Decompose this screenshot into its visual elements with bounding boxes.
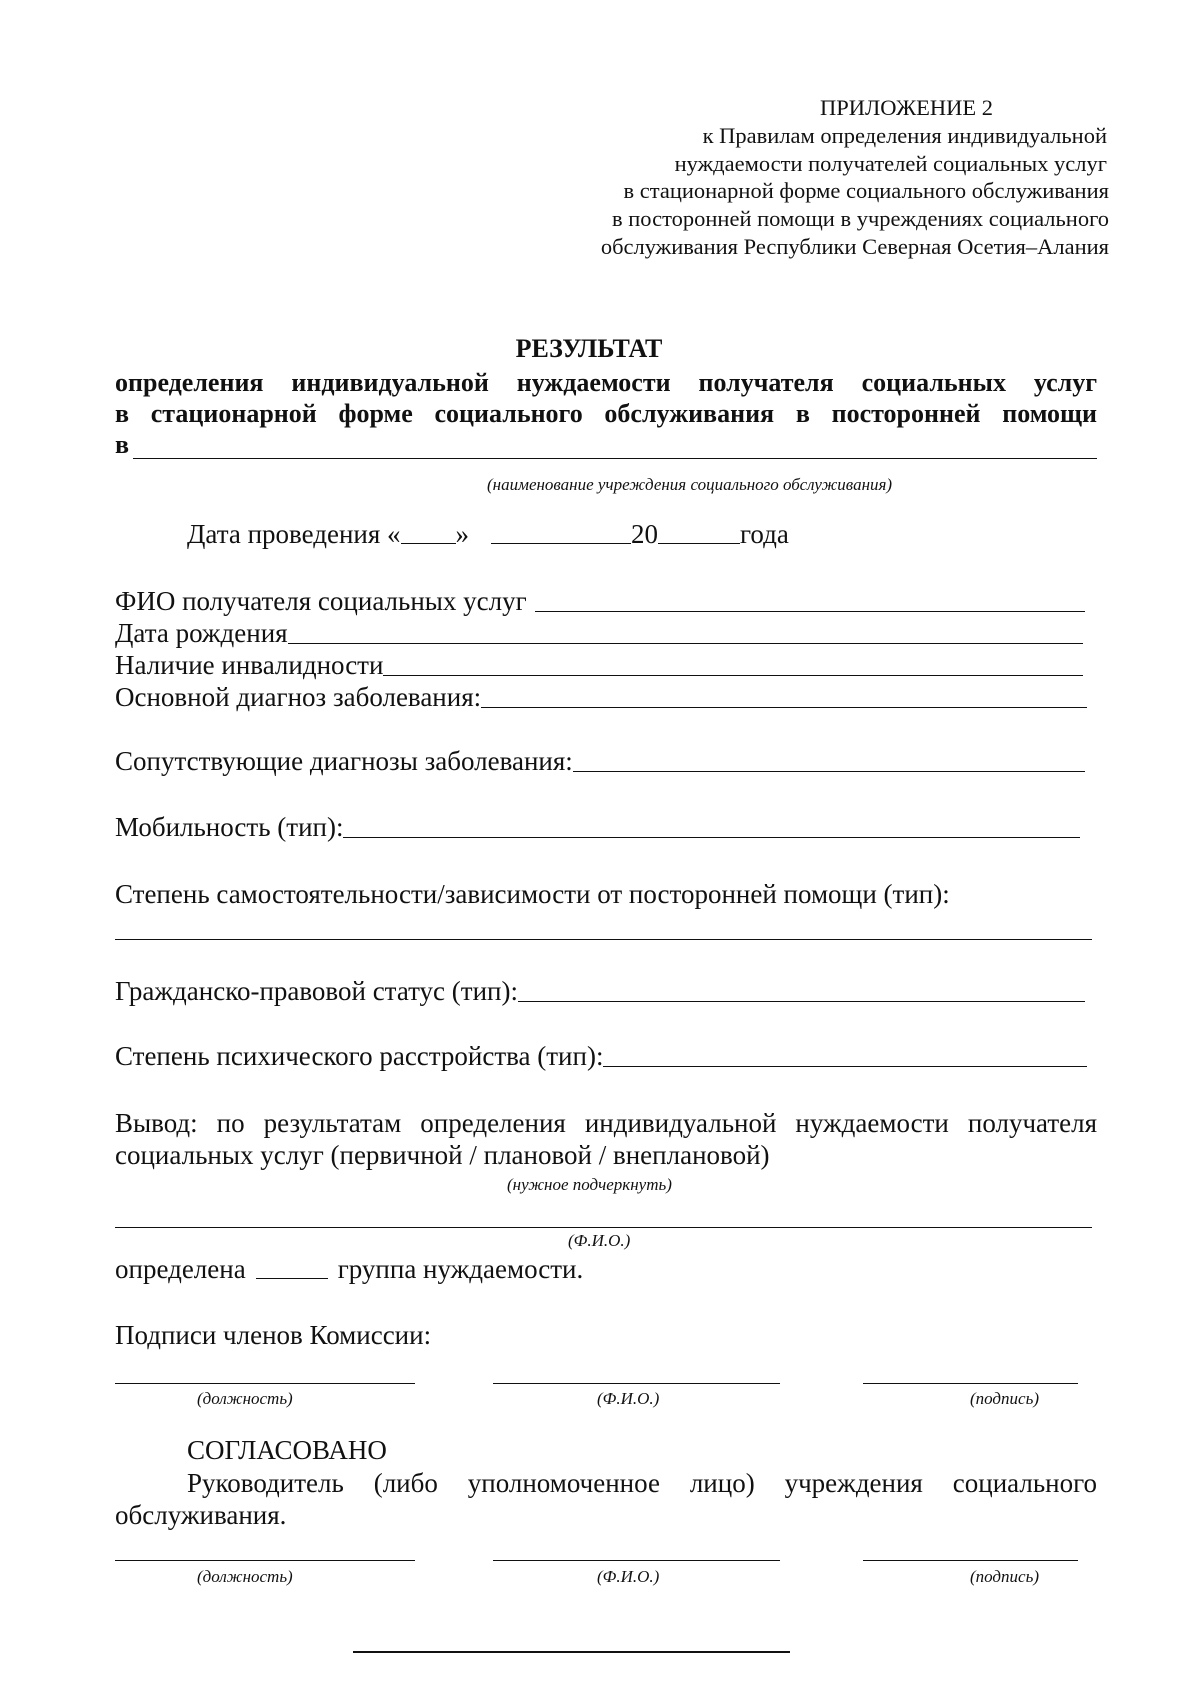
institution-underline[interactable] [133,458,1097,459]
main-diagnosis-field[interactable] [481,707,1087,708]
approval-fio-field[interactable] [493,1560,780,1561]
date-year-prefix: 20 [631,519,659,549]
mobility-field[interactable] [343,837,1080,838]
conclusion-fio-hint: (Ф.И.О.) [568,1231,631,1250]
fio-label: ФИО получателя социальных услуг [115,586,527,616]
commission-signature-field[interactable] [863,1383,1078,1384]
independence-field[interactable] [115,939,1092,940]
disability-field[interactable] [383,675,1083,676]
approval-position-field[interactable] [115,1560,415,1561]
group-prefix: определена [115,1254,246,1284]
fio-row [115,585,1085,617]
group-suffix: группа нуждаемости. [337,1254,584,1284]
concomitant-label: Сопутствующие диагнозы заболевания: [115,746,573,776]
group-row [115,1253,583,1285]
mobility-label: Мобильность (тип): [115,812,344,842]
date-row [187,518,789,550]
date-month-field[interactable] [491,543,631,544]
bottom-divider [353,1651,790,1653]
appendix-line-1: к Правилам определения индивидуальной [702,123,1107,148]
mental-row [115,1040,1087,1072]
birth-label: Дата рождения [115,618,288,648]
document-title: РЕЗУЛЬТАТ [515,334,663,363]
approval-line-2: обслуживания. [115,1500,287,1530]
concomitant-row [115,745,1085,777]
fio-field[interactable] [535,611,1085,612]
date-close-quote: » [455,519,470,549]
commission-position-hint: (должность) [197,1389,293,1408]
date-year-field[interactable] [658,543,740,544]
civil-status-label: Гражданско-правовой статус (тип): [115,976,518,1006]
civil-status-field[interactable] [518,1001,1085,1002]
title-line-3: в [115,430,130,459]
title-line-1: определения индивидуальной нуждаемости получателя социальных услуг [115,368,1097,397]
approval-signature-hint: (подпись) [970,1567,1039,1586]
commission-fio-field[interactable] [493,1383,780,1384]
concomitant-field[interactable] [573,771,1085,772]
disability-label: Наличие инвалидности [115,650,384,680]
conclusion-line-1: Вывод: по результатам определения индивидуальной нуждаемости получателя [115,1108,1097,1138]
main-diagnosis-row [115,681,1087,713]
institution-hint: (наименование учреждения социального обслуживания) [487,475,893,494]
appendix-label: ПРИЛОЖЕНИЕ 2 [820,95,993,120]
date-label: Дата проведения « [187,519,401,549]
appendix-line-3: в стационарной форме социального обслуживания [623,178,1109,203]
approval-fio-hint: (Ф.И.О.) [597,1567,660,1586]
appendix-line-4: в посторонней помощи в учреждениях социального [612,206,1109,231]
title-line-2: в стационарной форме социального обслуживания в посторонней помощи [115,399,1097,428]
disability-row [115,649,1083,681]
main-diagnosis-label: Основной диагноз заболевания: [115,682,482,712]
group-field[interactable] [256,1278,328,1279]
conclusion-line-2: социальных услуг (первичной / плановой / внеплановой) [115,1140,770,1170]
mental-field[interactable] [603,1066,1087,1067]
underline-hint: (нужное подчеркнуть) [507,1175,672,1194]
commission-signature-hint: (подпись) [970,1389,1039,1408]
approval-title: СОГЛАСОВАНО [187,1435,387,1465]
approval-position-hint: (должность) [197,1567,293,1586]
appendix-line-5: обслуживания Республики Северная Осетия–Алания [600,234,1109,259]
conclusion-fio-field[interactable] [115,1227,1092,1228]
date-year-suffix: года [740,519,789,549]
mobility-row [115,811,1080,843]
approval-signature-field[interactable] [863,1560,1078,1561]
civil-status-row [115,975,1085,1007]
commission-label: Подписи членов Комиссии: [115,1320,432,1350]
birth-row [115,617,1083,649]
mental-label: Степень психического расстройства (тип): [115,1041,604,1071]
independence-label: Степень самостоятельности/зависимости от посторонней помощи (тип): [115,879,950,909]
appendix-line-2: нуждаемости получателей социальных услуг [674,151,1107,176]
commission-position-field[interactable] [115,1383,415,1384]
date-day-field[interactable] [401,543,456,544]
birth-field[interactable] [288,643,1083,644]
commission-fio-hint: (Ф.И.О.) [597,1389,660,1408]
approval-line-1: Руководитель (либо уполномоченное лицо) учреждения социального [187,1468,1097,1498]
